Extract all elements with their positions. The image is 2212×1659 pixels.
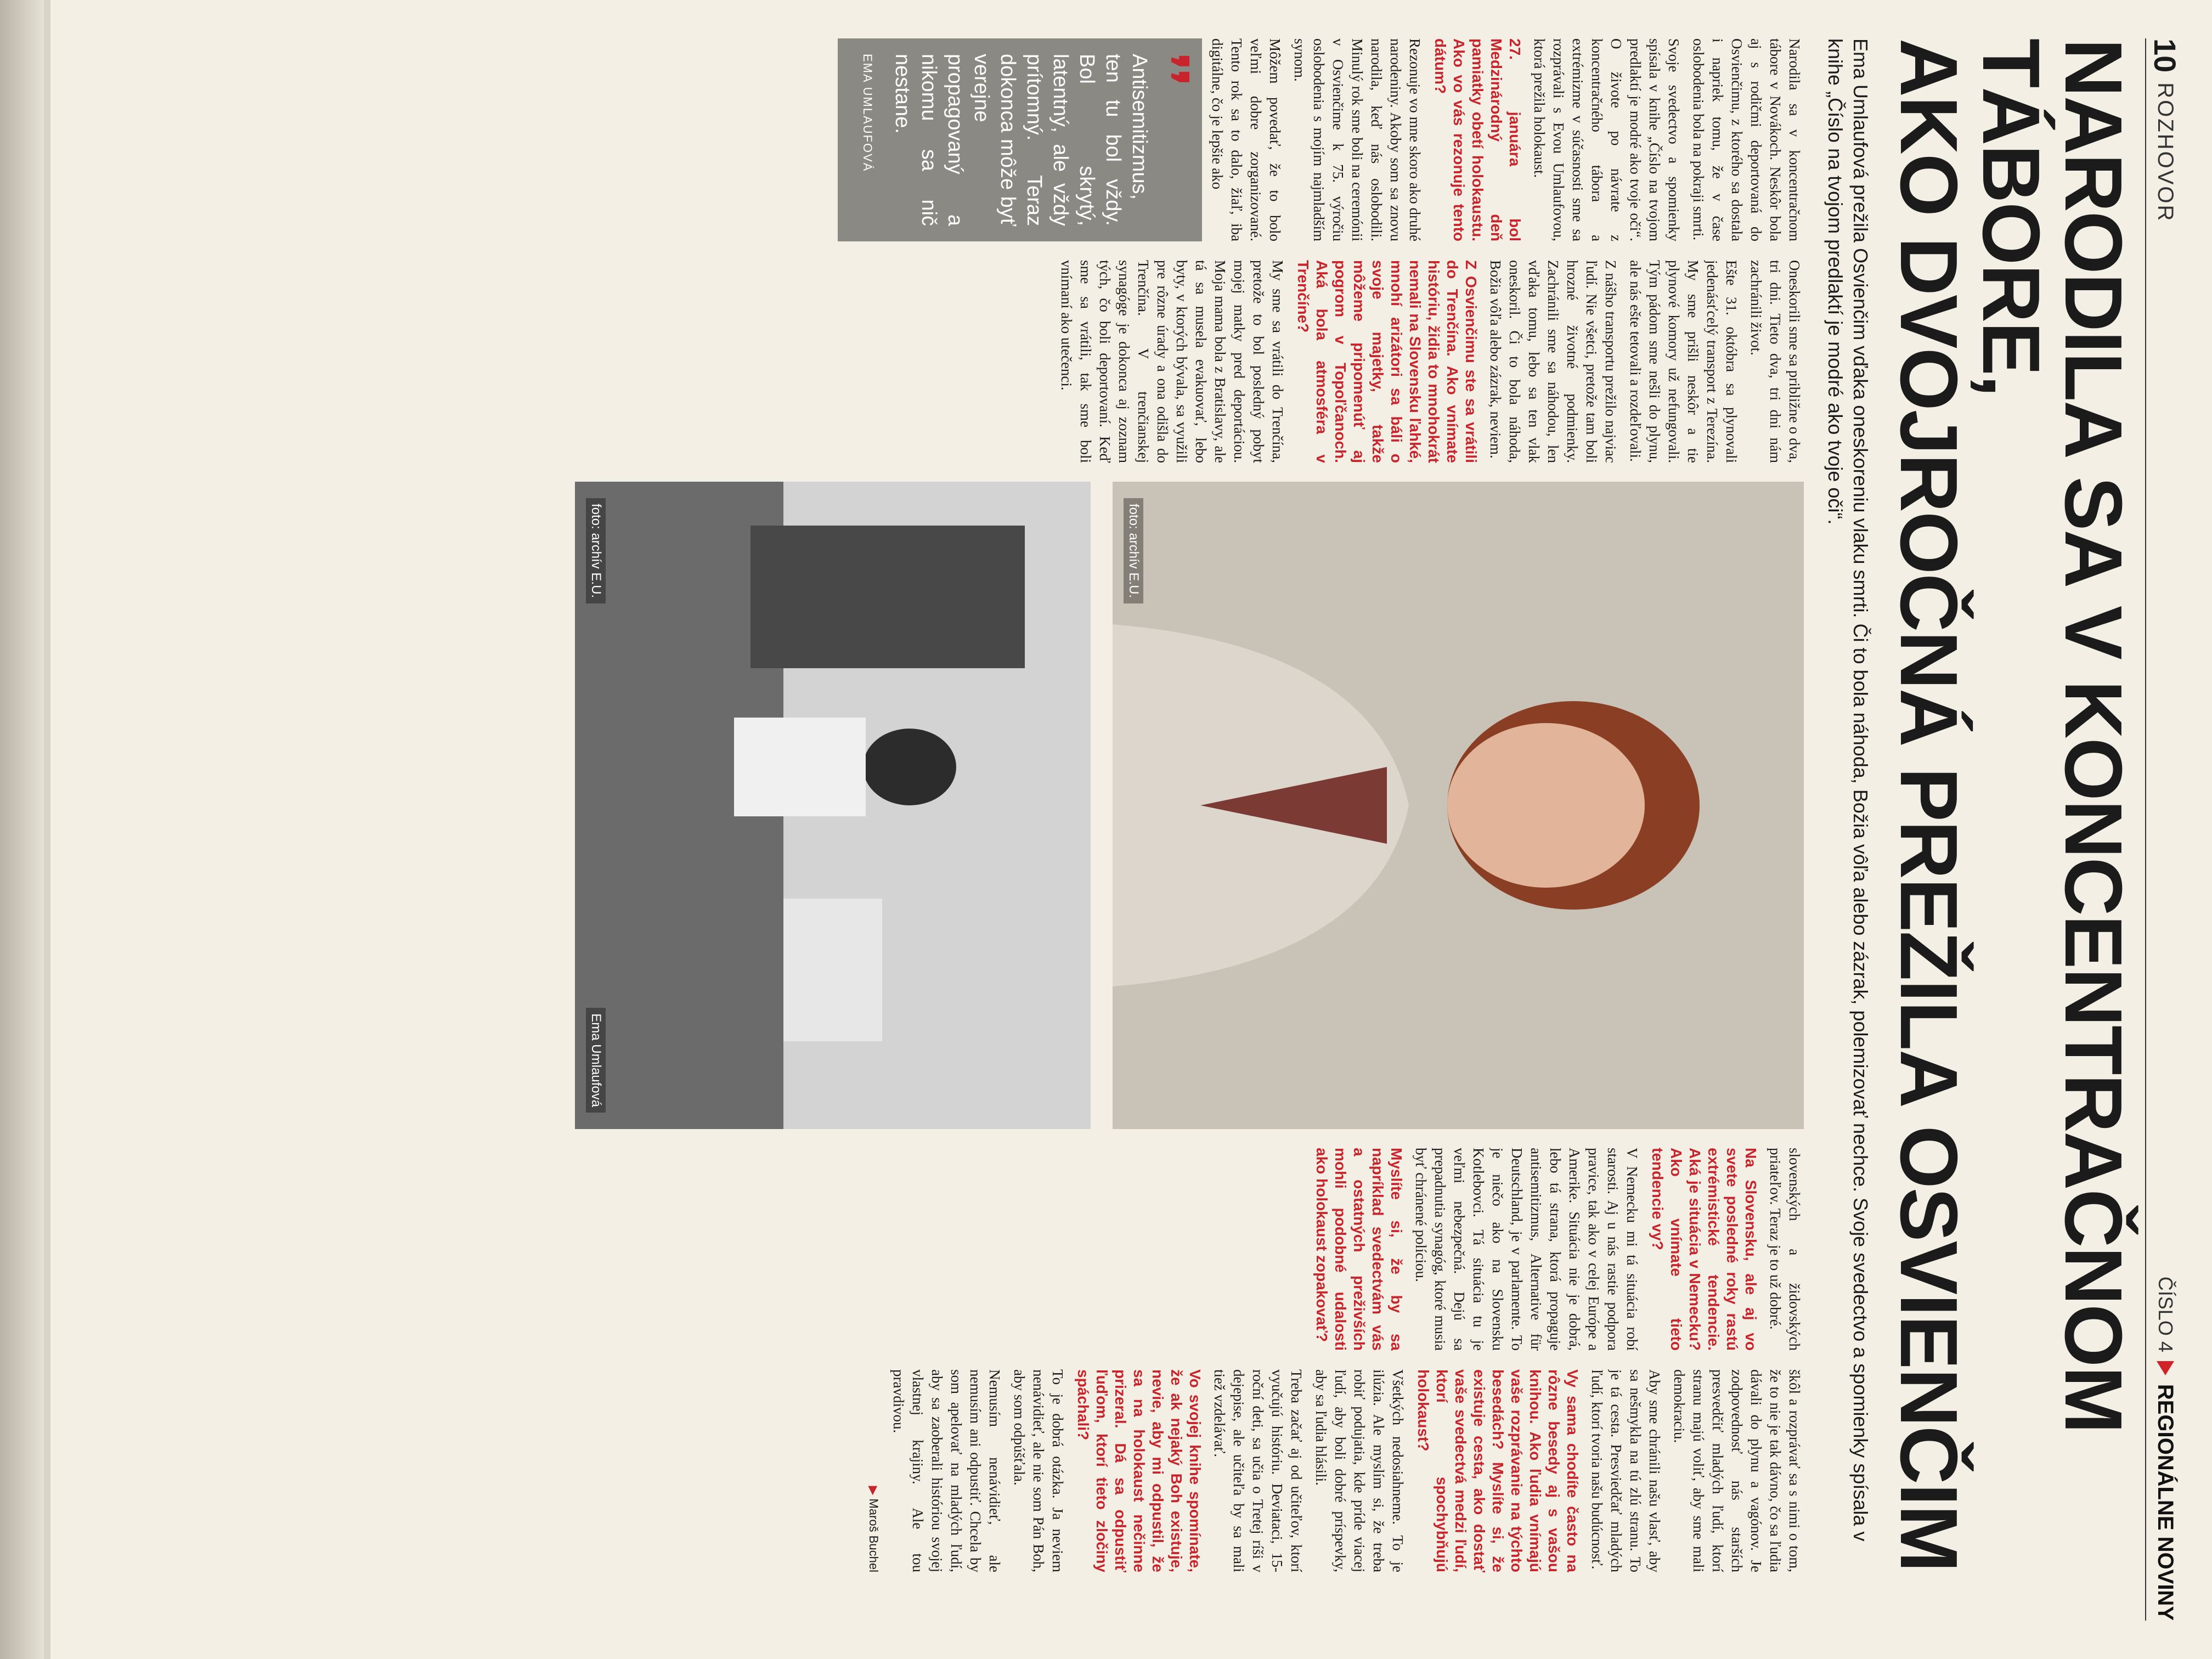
portrait-photo: [1113, 482, 1804, 1129]
question: Vy sama chodíte často na rôzne besedy aj s vašou knihou. Ako ľudia vnímajú vaše rozprávanie na týchto besedách? Myslíte si, že existuje cesta, ako dostať vaše svedectvá medzi ľudí, ktorí spochybňujú holokaust?: [1415, 1369, 1581, 1572]
paragraph: Môžem povedať, že to bolo veľmi dobre zorganizované. Tento rok sa to dalo, žiaľ, iba digitálne, čo je lepšie ako: [1209, 38, 1283, 241]
photo-person-label: Ema Umlaufová: [586, 1008, 606, 1113]
paragraph: V Nemecku mi tá situácia robí starosti. Aj u nás rastie podpora pravice, tak ako v celej Európe a Amerike. Situácia nie je dobrá, lebo tá strana, ktorá propaguje antisemitizmus, Alternative für Deutschland, je v parlamente. To je niečo ako na Slovensku Kotlebovci. Tá situácia tu je veľmi nebezpečná. Dejú sa prepadnutia synagóg, ktoré musia byť chránené políciou.: [1413, 1148, 1640, 1351]
headline-line-1: NARODILA SA V KONCENTRAČNOM TÁBORE,: [1966, 38, 2138, 1433]
paragraph: škôl a rozprávať sa s nimi o tom, že to nie je tak dávno, čo sa ľudia dávali do plynu a vagónov. Je zodpovednosť nás starších presvedčiť mladých ľudí, ktorí stranu majú voliť, aby sme mali demokraciu.: [1671, 1369, 1803, 1572]
issue-number: ČÍSLO 4: [2154, 1276, 2177, 1352]
page-fold-shadow: [0, 0, 44, 1659]
red-arrow-icon: [2157, 1361, 2174, 1375]
headline-line-2: AKO DVOJROČNÁ PREŽILA OSVIENČIM: [1883, 38, 1974, 1572]
paragraph: Všetkých nedosiahneme. To je ilúzia. Ale myslím si, že treba robiť podujatia, kde príde viacej ľudí, aby boli dobré príspevky, aby sa ľudia hlásili.: [1313, 1369, 1406, 1572]
page-number: 10: [2148, 38, 2183, 73]
paragraph: Oneskorili sme sa približne o dva, tri dni. Tieto dva, tri dni nám zachránili život.: [1748, 260, 1803, 463]
photo-credit: foto: archív E.U.: [586, 498, 606, 603]
masthead: [2145, 38, 2185, 1621]
headline: [1883, 38, 2138, 1621]
pull-quote-text: Antisemitizmus, ten tu bol vždy. Bol skrytý, latentný, ale vždy prítomný. Teraz dokonca môže byť verejne propagovaný a nikomu sa nič nestane.: [891, 54, 1151, 226]
column-1: [290, 38, 1804, 241]
paragraph: slovenských a židovských priateľov. Teraz je to už dobré.: [1767, 1148, 1803, 1351]
pull-quote: [838, 38, 1202, 241]
paragraph: Aby sme chránili našu vlasť, aby sa nešmykla na tú zlú stranu. To je tá cesta. Presviedčať mladých ľudí, ktorí tvoria našu budúcnosť.: [1589, 1369, 1663, 1572]
question: Z Osvienčimu ste sa vrátili do Trenčína. Ako vnímate históriu, židia to mnohokrát nemali na Slovensku ľahké, mnohí arizátori sa báli o svoje majetky, takže môžeme pripomenúť aj pogrom v Topoľčanoch. Aká bola atmosféra v Trenčíne?: [1295, 260, 1480, 463]
paragraph: Rezonuje vo mne skoro ako druhé narodeniny. Akoby som sa znovu narodila, keď nás oslobodili. Minulý rok sme boli na ceremónii v Osvienčime k 75. výročiu oslobodenia s mojím najmladším synom.: [1291, 38, 1423, 241]
portrait-illustration: [1113, 482, 1804, 1129]
photo-credit: foto: archív E.U.: [1124, 498, 1143, 603]
question: Na Slovensku, ale aj vo svete posledné roky rastú extrémistické tendencie. Aká je situácia v Nemecku? Ako vnímate tieto tendencie vy?: [1649, 1148, 1759, 1351]
office-illustration: [575, 482, 1091, 1129]
office-photo: [575, 482, 1091, 1129]
article-lead: Ema Umlaufová prežila Osvienčim vďaka oneskoreniu vlaku smrti. Či to bola náhoda, Božia vôľa alebo zázrak, polemizovať nechce. Svoje svedectvo a spomienky spísala v knihe „Číslo na tvojom predlaktí je modré ako tvoje oči“.: [1824, 38, 1872, 1542]
paragraph: To je dobrá otázka. Ja neviem nenávidieť, ale nie som Pán Boh, aby som odpúšťala.: [1011, 1369, 1066, 1572]
quote-mark-icon: ❜❜: [1142, 54, 1197, 86]
question: Myslíte si, že by sa napríklad svedectvám vás a ostatných preživších mohli podobné udalosti ako holokaust zopakovať?: [1313, 1148, 1405, 1351]
newspaper-page: [50, 0, 2212, 1659]
paragraph: Nemusím nenávidieť, ale nemusím ani odpustiť. Chcela by som apelovať na mladých ľudí, aby sa zaoberali históriou svojej vlastnej krajiny. Ale tou pravdivou.: [890, 1369, 1003, 1572]
paragraph: Narodila sa v koncentračnom tábore v Novákoch. Neskôr bola aj s rodičmi deportovaná do Osvienčimu, z ktorého sa dostala i napriek tomu, že v čase oslobodenia bola na pokraji smrti.: [1690, 38, 1803, 241]
column-3: [290, 1148, 1804, 1351]
paragraph: Z nášho transportu prežilo najviac ľudí. Nie všetci, pretože tam boli hrozné životné podmienky. Zachránili sme sa náhodou, len vďaka tomu, lebo sa ten vlak oneskoril. Či to bola náhoda, Božia vôľa alebo zázrak, neviem.: [1487, 260, 1619, 463]
paragraph: My sme sa vrátili do Trenčína, pretože to bol posledný pobyt mojej matky pred deportáciou. Moja mama bola z Bratislavy, ale tá sa musela evakuovať, lebo byty, v ktorých bývala, sa využili pre rôzne úrady a ona odišla do Trenčína. V trenčianskej synagóge je dokonca aj zoznam tých, čo boli deportovaní. Keď sme sa vrátili, tak sme boli vnímaní ako utečenci.: [1058, 260, 1286, 463]
paragraph: Treba začať aj od učiteľov, ktorí vyučujú históriu. Deviataci, 15-roční deti, sa učia o Tretej ríši v dejepise, ale učiteľa by sa mali tiež vzdelávať.: [1211, 1369, 1305, 1572]
photo-column: [290, 482, 1804, 1129]
author-signature: ▶ Maroš Buchel: [864, 1369, 883, 1572]
paragraph: Ešte 31. októbra sa plynovali jedenásťcelý transport z Terezína. My sme prišli neskôr a tie plynové komory už nefungovali. Tým pádom sme nešli do plynu, ale nás ešte tetovali a rozdeľovali.: [1627, 260, 1740, 463]
column-2: [290, 260, 1804, 463]
question: Vo svojej knihe spomínate, že ak nejaký Boh existuje, nevie, aby mi odpustil, že sa na holokaust nečinne prizeral. Dá sa odpustiť ľuďom, ktorí tieto zločiny spáchali?: [1075, 1369, 1204, 1572]
column-4: [290, 1369, 1804, 1572]
section-label: ROZHOVOR: [2153, 82, 2178, 223]
article-body: [290, 38, 1804, 1621]
pull-quote-attribution: EMA UMLAUFOVÁ: [861, 54, 874, 172]
paragraph: Svoje svedectvo a spomienky spísala v knihe „Číslo na tvojom predlaktí je modré ako tvoje oči“. O živote po návrate z koncentračného tábora a extrémizme v súčasnosti sme sa rozprávali s Evou Umlaufovou, ktorá prežila holokaust.: [1531, 38, 1682, 241]
newspaper-brand: REGIONÁLNE NOVINY: [2153, 1384, 2178, 1621]
question: 27. januára bol Medzinárodný deň pamiatky obetí holokaustu. Ako vo vás rezonuje tento dátum?: [1432, 38, 1523, 241]
